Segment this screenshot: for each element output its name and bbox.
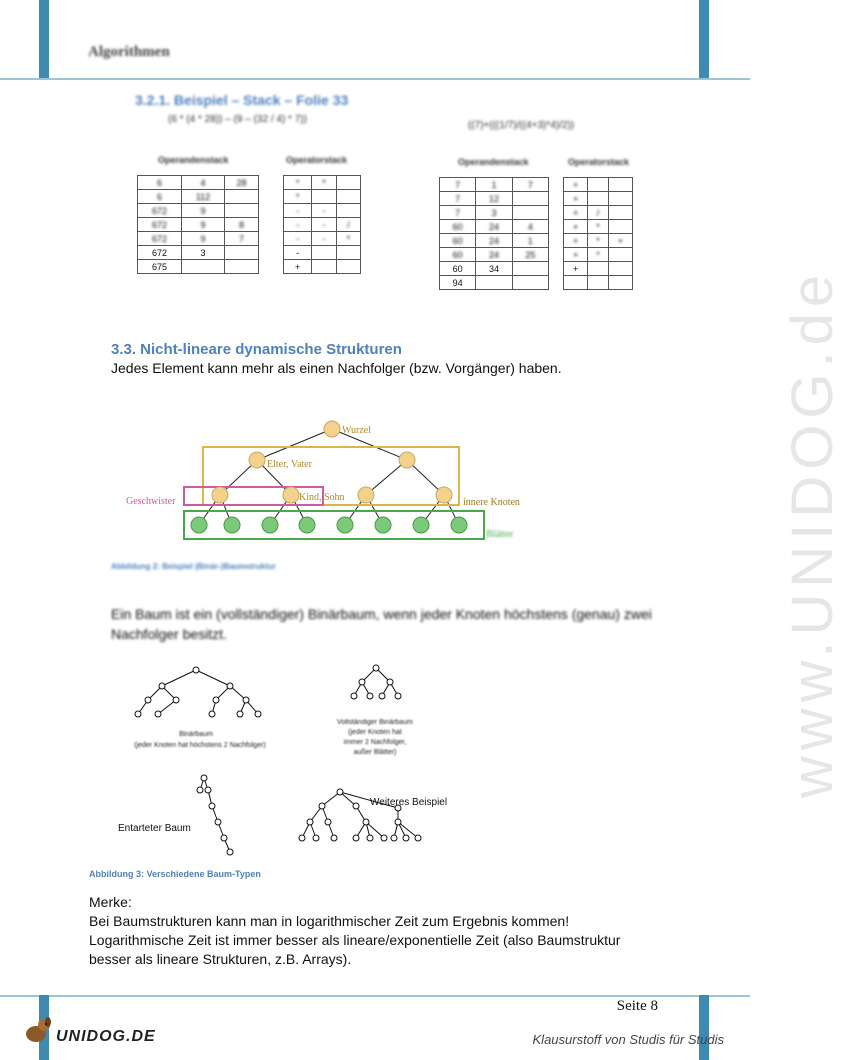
stack-cell [608, 206, 632, 220]
header-bar-left [39, 0, 49, 80]
header-bar-right [699, 0, 709, 80]
unidog-logo: UNIDOG.DE [56, 1028, 156, 1045]
full-label-4: außer Blätter) [353, 749, 397, 756]
stack-cell [512, 276, 548, 290]
header-rule [0, 78, 750, 80]
label-root: Wurzel [342, 425, 372, 436]
root-node [324, 421, 340, 437]
stack-cell: * [312, 176, 336, 190]
stack-cell: + [284, 260, 312, 274]
degenerate-label: Entarteter Baum [118, 823, 191, 834]
stack-cell [224, 190, 258, 204]
stack-cell: + [564, 206, 588, 220]
stack-cell: 675 [138, 260, 182, 274]
stack-cell: 4 [182, 176, 225, 190]
stack-row [284, 260, 361, 274]
stack-cell: 1 [476, 178, 512, 192]
stack-cell: 60 [440, 220, 476, 234]
section-intro: Jedes Element kann mehr als einen Nachfolger (bzw. Vorgänger) haben. [111, 360, 562, 376]
stack-row [440, 178, 549, 192]
section-heading-3-2-1: 3.2.1. Beispiel – Stack – Folie 33 [135, 92, 349, 108]
stack-cell: - [312, 204, 336, 218]
stack-cell [182, 260, 225, 274]
stack-cell [608, 276, 632, 290]
stack-cell: 60 [440, 234, 476, 248]
stack-cell: * [588, 220, 609, 234]
right-operand-title: Operandenstack [458, 157, 529, 167]
stack-row [138, 218, 259, 232]
left-operand-title: Operandenstack [158, 155, 229, 165]
stack-cell [312, 190, 336, 204]
stack-cell: 12 [476, 192, 512, 206]
stack-cell: + [564, 248, 588, 262]
stack-cell: 24 [476, 220, 512, 234]
other-example-label: Weiteres Beispiel [370, 797, 448, 808]
stack-cell: + [564, 192, 588, 206]
stack-cell: - [284, 232, 312, 246]
stack-cell: 24 [476, 234, 512, 248]
stack-row [284, 176, 361, 190]
stack-cell [336, 190, 360, 204]
stack-cell: 7 [440, 192, 476, 206]
stack-cell [608, 220, 632, 234]
stack-cell: * [588, 248, 609, 262]
stack-cell: 6 [138, 176, 182, 190]
merke-line-3: besser als lineare Strukturen, z.B. Arrays). [89, 951, 352, 967]
stack-row [564, 234, 633, 248]
stack-cell: - [312, 232, 336, 246]
stack-row [138, 246, 259, 260]
stack-cell: 8 [224, 218, 258, 232]
section-heading-3-3: 3.3. Nicht-lineare dynamische Strukturen [111, 341, 402, 358]
stack-row [564, 192, 633, 206]
stack-row [564, 178, 633, 192]
footer-rule [0, 995, 750, 997]
stack-cell: 7 [440, 178, 476, 192]
stack-cell [588, 192, 609, 206]
label-leaves: Blätter [486, 529, 514, 540]
figure3-caption: Abbildung 3: Verschiedene Baum-Typen [89, 869, 261, 879]
footer-slogan: Klausurstoff von Studis für Studis [532, 1032, 724, 1047]
label-siblings: Geschwister [126, 496, 176, 507]
stack-cell: * [284, 176, 312, 190]
stack-cell: + [564, 234, 588, 248]
stack-cell [588, 276, 609, 290]
stack-cell [224, 246, 258, 260]
expression-right: ((7)+(((1/7)/((4+3)*4)/2)) [468, 120, 575, 131]
expression-left: (6 * (4 * 28)) – (9 – (32 / 4) * 7)) [168, 114, 307, 125]
stack-row [440, 276, 549, 290]
stack-cell: + [564, 178, 588, 192]
left-operator-title: Operatorstack [286, 155, 348, 165]
right-operand-stack [439, 177, 549, 290]
stack-cell: * [588, 234, 609, 248]
stack-cell: * [284, 190, 312, 204]
stack-row [564, 206, 633, 220]
stack-cell: 28 [224, 176, 258, 190]
stack-cell [608, 262, 632, 276]
stack-row [440, 248, 549, 262]
page-number: Seite 8 [616, 998, 658, 1014]
stack-cell: 3 [182, 246, 225, 260]
stack-cell: - [312, 218, 336, 232]
stack-cell: 4 [512, 220, 548, 234]
stack-row [138, 190, 259, 204]
stack-cell [512, 262, 548, 276]
stack-cell: 9 [182, 232, 225, 246]
stack-cell: 6 [138, 190, 182, 204]
stack-cell [608, 248, 632, 262]
full-label-2: (jeder Knoten hat [348, 729, 402, 736]
stack-row [284, 218, 361, 232]
stack-cell: 7 [224, 232, 258, 246]
stack-cell: + [608, 234, 632, 248]
stack-cell: 94 [440, 276, 476, 290]
stack-cell [312, 246, 336, 260]
stack-cell: 60 [440, 248, 476, 262]
stack-cell: 9 [182, 204, 225, 218]
merke-line-1: Bei Baumstrukturen kann man in logarithmischer Zeit zum Ergebnis kommen! [89, 913, 570, 929]
stack-cell [336, 176, 360, 190]
binary-label-2: (jeder Knoten hat höchstens 2 Nachfolger) [134, 742, 266, 749]
stack-row [284, 204, 361, 218]
stack-row [564, 248, 633, 262]
tree-diagram [118, 412, 528, 547]
binary-label-1: Binärbaum [179, 731, 213, 738]
label-inner: innere Knoten [463, 497, 520, 508]
stack-cell [224, 204, 258, 218]
stack-row [440, 234, 549, 248]
stack-cell: 25 [512, 248, 548, 262]
stack-cell [588, 178, 609, 192]
stack-cell: / [336, 218, 360, 232]
stack-row [440, 206, 549, 220]
stack-cell: 9 [182, 218, 225, 232]
label-parent: Elter, Vater [267, 459, 312, 470]
right-operator-stack [563, 177, 633, 290]
stack-row [284, 232, 361, 246]
left-operator-stack [283, 175, 361, 274]
stack-cell: / [588, 206, 609, 220]
stack-row [564, 220, 633, 234]
stack-cell: + [564, 262, 588, 276]
merke-title: Merke: [89, 894, 132, 910]
stack-cell [588, 262, 609, 276]
stack-cell: 1 [512, 234, 548, 248]
full-label-1: Vollständiger Binärbaum [337, 719, 413, 726]
figure2-caption: Abbildung 2: Beispiel (Binär-)Baumstruktur [111, 562, 276, 571]
stack-cell: 7 [512, 178, 548, 192]
stack-cell [608, 192, 632, 206]
stack-row [138, 176, 259, 190]
stack-cell [312, 260, 336, 274]
dog-logo-icon [22, 1016, 54, 1046]
merke-line-2: Logarithmische Zeit ist immer besser als lineare/exponentielle Zeit (also Baumstruktur [89, 932, 621, 948]
stack-row [138, 232, 259, 246]
label-child: Kind, Sohn [299, 492, 345, 503]
stack-row [440, 220, 549, 234]
stack-row [564, 262, 633, 276]
stack-cell [336, 260, 360, 274]
footer-bar-right [699, 995, 709, 1060]
watermark: www.UNIDOG.de [780, 268, 846, 799]
stack-cell: - [284, 218, 312, 232]
stack-cell: 24 [476, 248, 512, 262]
right-operator-title: Operatorstack [568, 157, 630, 167]
stack-cell: - [284, 246, 312, 260]
stack-cell: 34 [476, 262, 512, 276]
stack-row [284, 246, 361, 260]
stack-cell: + [564, 220, 588, 234]
stack-cell [512, 206, 548, 220]
header-title: Algorithmen [88, 44, 170, 60]
stack-row [284, 190, 361, 204]
stack-cell: 672 [138, 204, 182, 218]
full-label-3: immer 2 Nachfolger, [343, 739, 407, 746]
stack-cell [564, 276, 588, 290]
stack-row [440, 262, 549, 276]
stack-cell [224, 260, 258, 274]
stack-cell [608, 178, 632, 192]
stack-cell: 672 [138, 246, 182, 260]
tree-types-diagram [100, 660, 460, 865]
stack-cell: * [336, 232, 360, 246]
stack-cell [476, 276, 512, 290]
stack-cell: - [284, 204, 312, 218]
stack-row [138, 260, 259, 274]
stack-cell: 3 [476, 206, 512, 220]
stack-row [138, 204, 259, 218]
stack-cell [336, 204, 360, 218]
stack-cell [512, 192, 548, 206]
stack-row [440, 192, 549, 206]
stack-cell: 112 [182, 190, 225, 204]
stack-row [564, 276, 633, 290]
stack-cell [336, 246, 360, 260]
stack-cell: 672 [138, 232, 182, 246]
binary-tree-definition: Ein Baum ist ein (vollständiger) Binärbaum, wenn jeder Knoten höchstens (genau) zwei Nachfolger besitzt. [111, 606, 652, 642]
left-operand-stack [137, 175, 259, 274]
stack-cell: 60 [440, 262, 476, 276]
stack-cell: 672 [138, 218, 182, 232]
stack-cell: 7 [440, 206, 476, 220]
